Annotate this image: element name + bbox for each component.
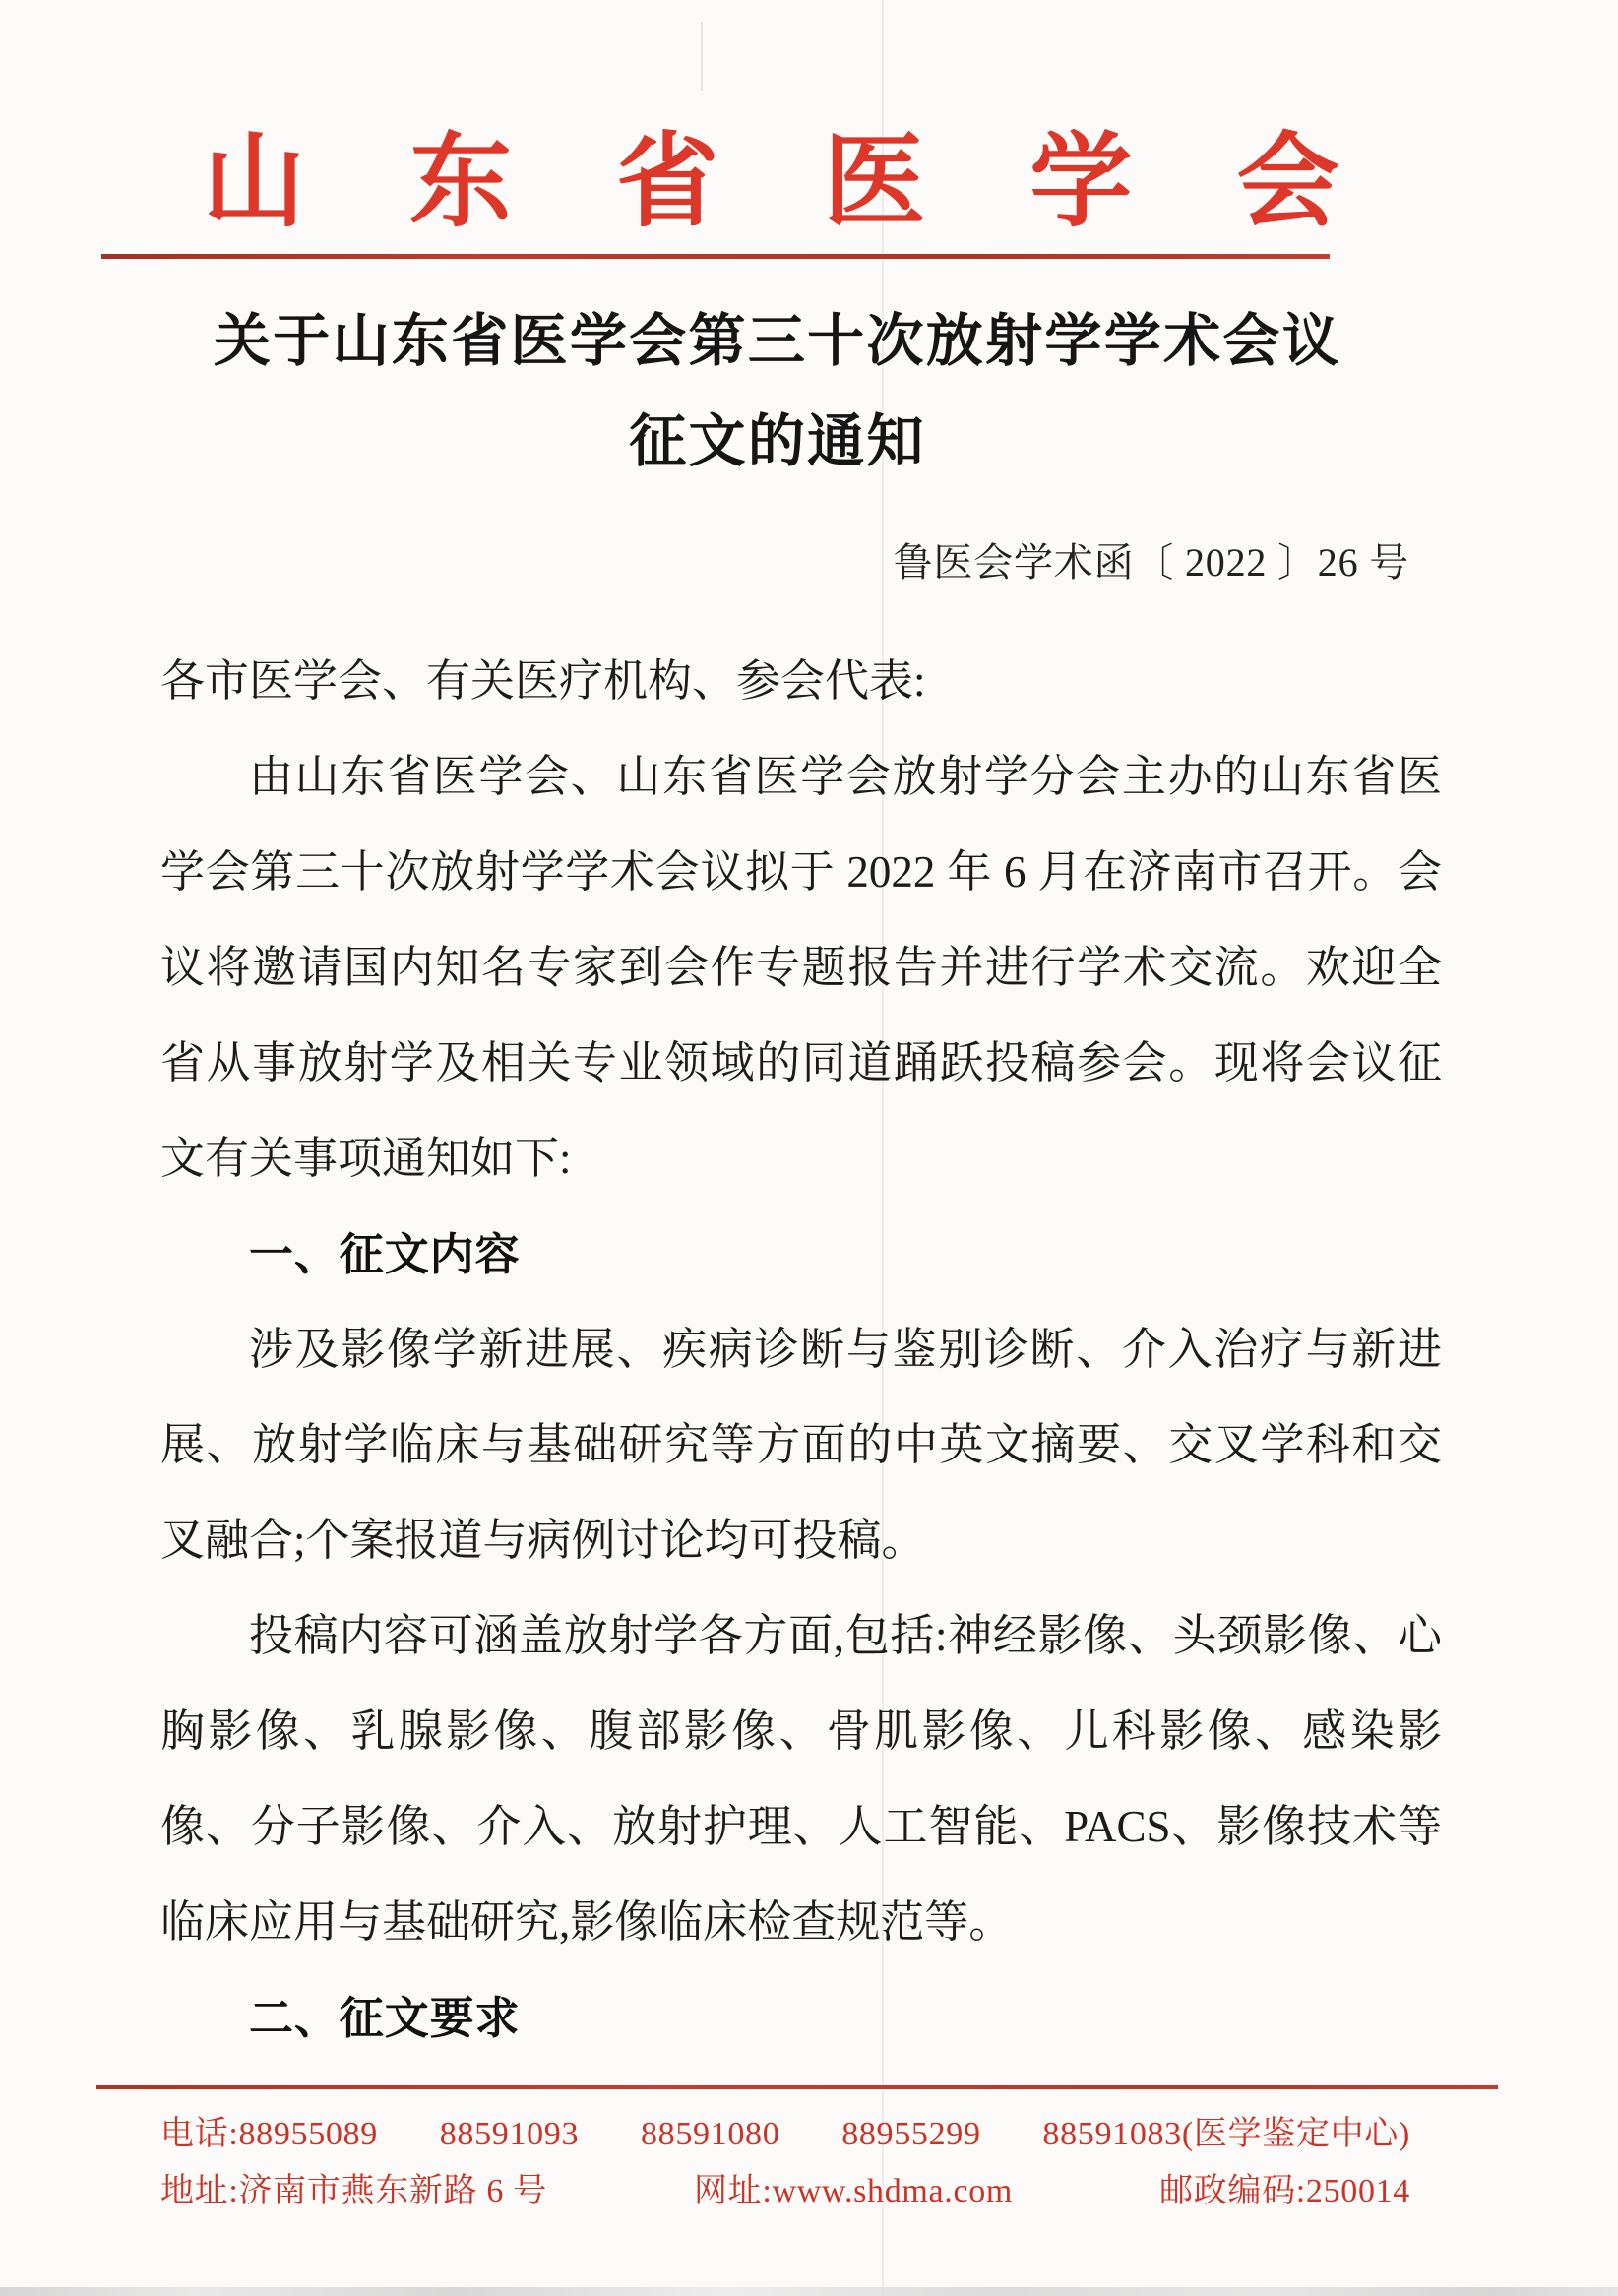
salutation: 各市医学会、有关医疗机构、参会代表: (160, 656, 926, 706)
footer-phone-appraisal-center: 88591083(医学鉴定中心) (1042, 2116, 1410, 2152)
document-title-line2: 征文的通知 (629, 409, 926, 473)
paragraph-submission-topics: 投稿内容可涵盖放射学各方面,包括:神经影像、头颈影像、心胸影像、乳腺影像、腹部影像、骨肌影像、儿科影像、感染影像、分子影像、介入、放射护理、人工智能、PACS、影像技术等临床应用与基础研究,影像临床检查规范等。 (160, 1611, 1442, 1947)
document-title-line1: 关于山东省医学会第三十次放射学学术会议 (213, 309, 1342, 373)
footer-contact-phones (160, 2106, 1410, 2154)
footer-address-row (160, 2163, 1410, 2211)
footer-postcode: 邮政编码:250014 (1159, 2173, 1410, 2209)
paragraph-content-scope: 涉及影像学新进展、疾病诊断与鉴别诊断、介入治疗与新进展、放射学临床与基础研究等方面的中英文摘要、交叉学科和交叉融合;个案报道与病例讨论均可投稿。 (160, 1325, 1442, 1565)
document-body (160, 634, 1442, 2066)
section-heading-1: 一、征文内容 (249, 1229, 521, 1279)
footer-phone-3: 88591080 (640, 2116, 780, 2152)
section-heading-2: 二、征文要求 (249, 1993, 521, 2043)
letterhead-red-rule (101, 254, 1330, 259)
scanner-bottom-edge (0, 2287, 1618, 2296)
footer-phone-2: 88591093 (439, 2116, 580, 2152)
document-reference-number: 鲁医会学术函〔 2022 〕26 号 (893, 540, 1409, 585)
footer-website: 网址:www.shdma.com (693, 2173, 1014, 2209)
footer-phone-4: 88955299 (841, 2116, 981, 2152)
scan-crease-tick (701, 22, 703, 91)
footer-phone-main: 电话:88955089 (160, 2116, 378, 2152)
document-title (138, 291, 1417, 492)
footer-red-rule (96, 2085, 1498, 2089)
footer-address: 地址:济南市燕东新路 6 号 (160, 2173, 547, 2209)
organization-letterhead: 山东省医学会 (203, 126, 1444, 239)
paragraph-introduction: 由山东省医学会、山东省医学会放射学分会主办的山东省医学会第三十次放射学学术会议拟于 2022 年 6 月在济南市召开。会议将邀请国内知名专家到会作专题报告并进行学术交流。欢迎全省从事放射学及相关专业领域的同道踊跃投稿参会。现将会议征文有关事项通知如下: (160, 752, 1442, 1183)
